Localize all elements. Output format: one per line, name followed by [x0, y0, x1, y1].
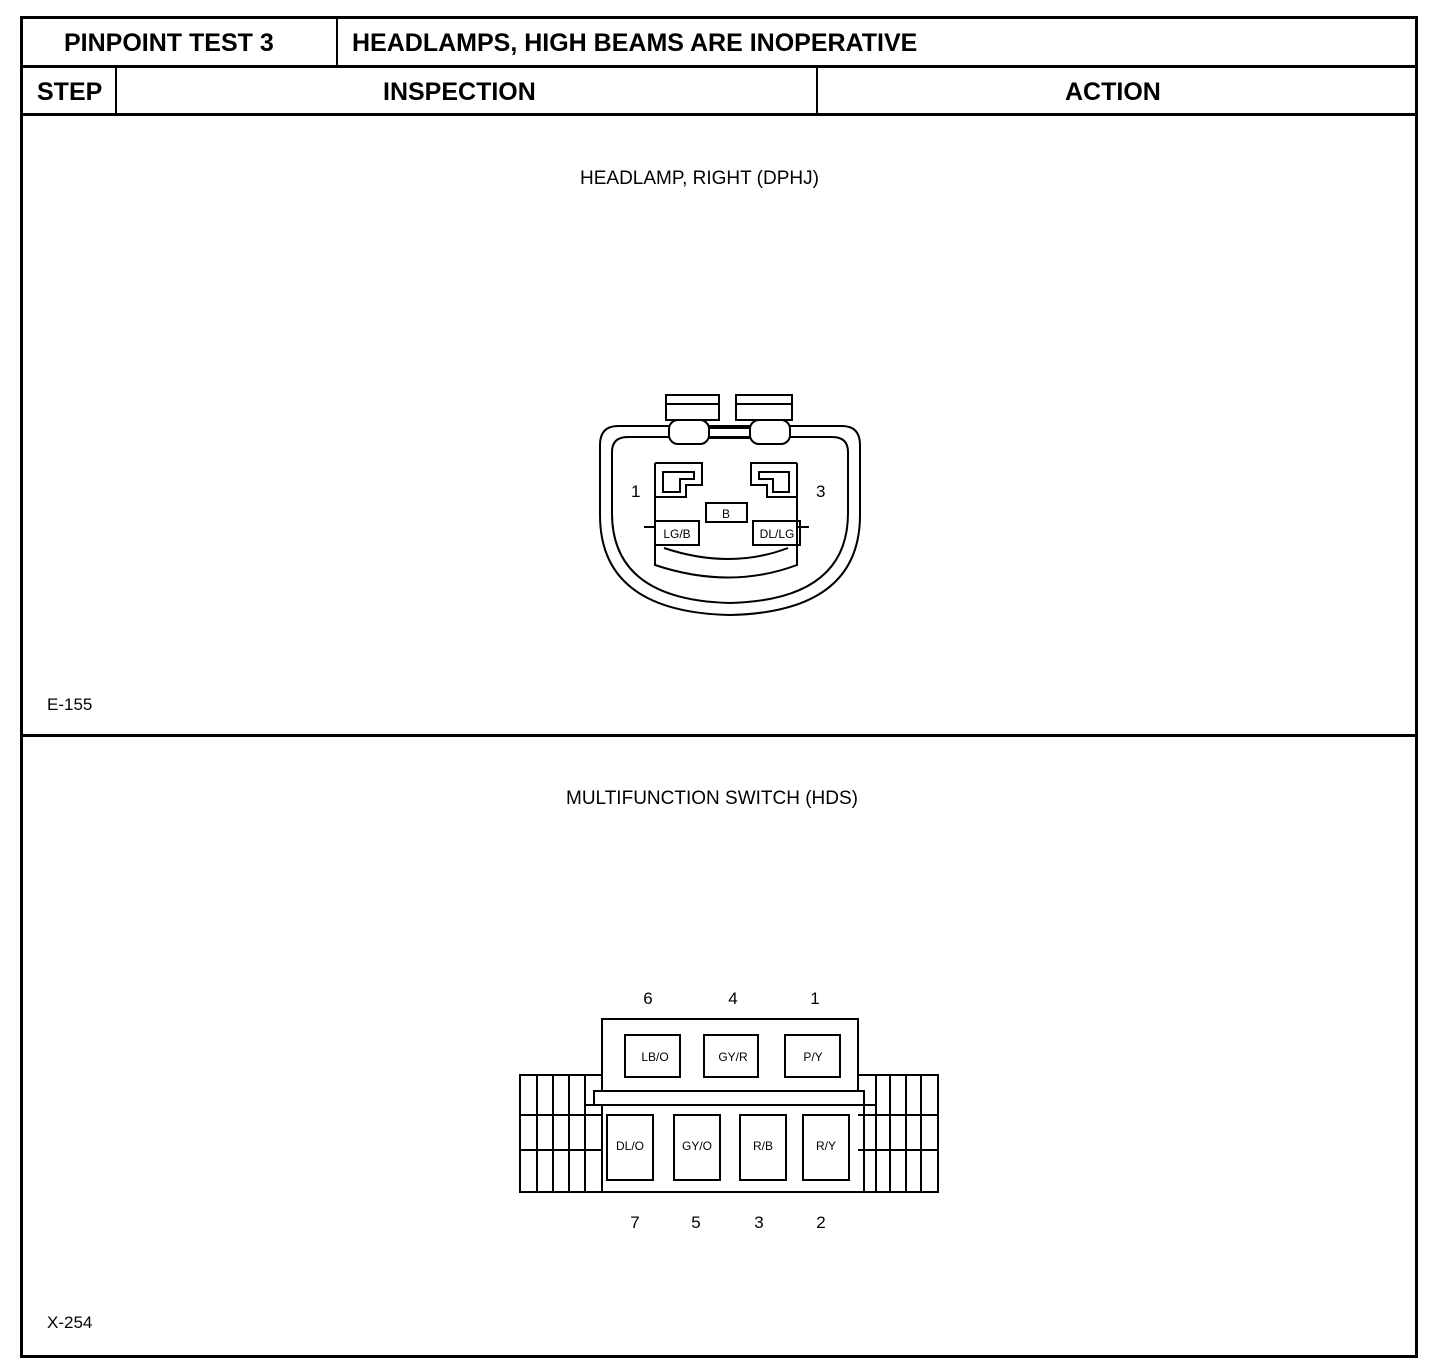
pinpoint-test-title: HEADLAMPS, HIGH BEAMS ARE INOPERATIVE	[352, 29, 918, 57]
switch-wire-dlo: DL/O	[615, 1139, 645, 1153]
headlamp-pin-1: 1	[631, 482, 641, 501]
switch-wire-lbo: LB/O	[641, 1050, 669, 1064]
headlamp-wire-lgb: LG/B	[663, 527, 691, 541]
step-column-header: STEP	[37, 78, 103, 106]
switch-pin-1: 1	[810, 989, 820, 1008]
switch-wire-ry: R/Y	[815, 1139, 837, 1153]
switch-pin-4: 4	[728, 989, 738, 1008]
headlamp-connector	[600, 395, 860, 615]
headlamp-wire-dllg: DL/LG	[759, 527, 795, 541]
switch-pin-5: 5	[691, 1213, 701, 1232]
switch-pin-6: 6	[643, 989, 653, 1008]
switch-wire-rb: R/B	[752, 1139, 774, 1153]
switch-ref: X-254	[47, 1313, 93, 1332]
inspection-column-header: INSPECTION	[383, 78, 536, 106]
switch-pin-2: 2	[816, 1213, 826, 1232]
switch-wire-gyr: GY/R	[718, 1050, 748, 1064]
action-column-header: ACTION	[1065, 78, 1161, 106]
switch-wire-gyo: GY/O	[681, 1139, 713, 1153]
switch-title: MULTIFUNCTION SWITCH (HDS)	[566, 788, 859, 809]
headlamp-title: HEADLAMP, RIGHT (DPHJ)	[580, 168, 819, 189]
headlamp-ref: E-155	[47, 695, 93, 714]
headlamp-wire-b: B	[721, 507, 731, 521]
headlamp-pin-3: 3	[816, 482, 826, 501]
pinpoint-test-label: PINPOINT TEST 3	[64, 29, 274, 57]
switch-wire-py: P/Y	[803, 1050, 823, 1064]
switch-connector	[520, 1019, 938, 1192]
switch-pin-3: 3	[754, 1213, 764, 1232]
switch-pin-7: 7	[630, 1213, 640, 1232]
